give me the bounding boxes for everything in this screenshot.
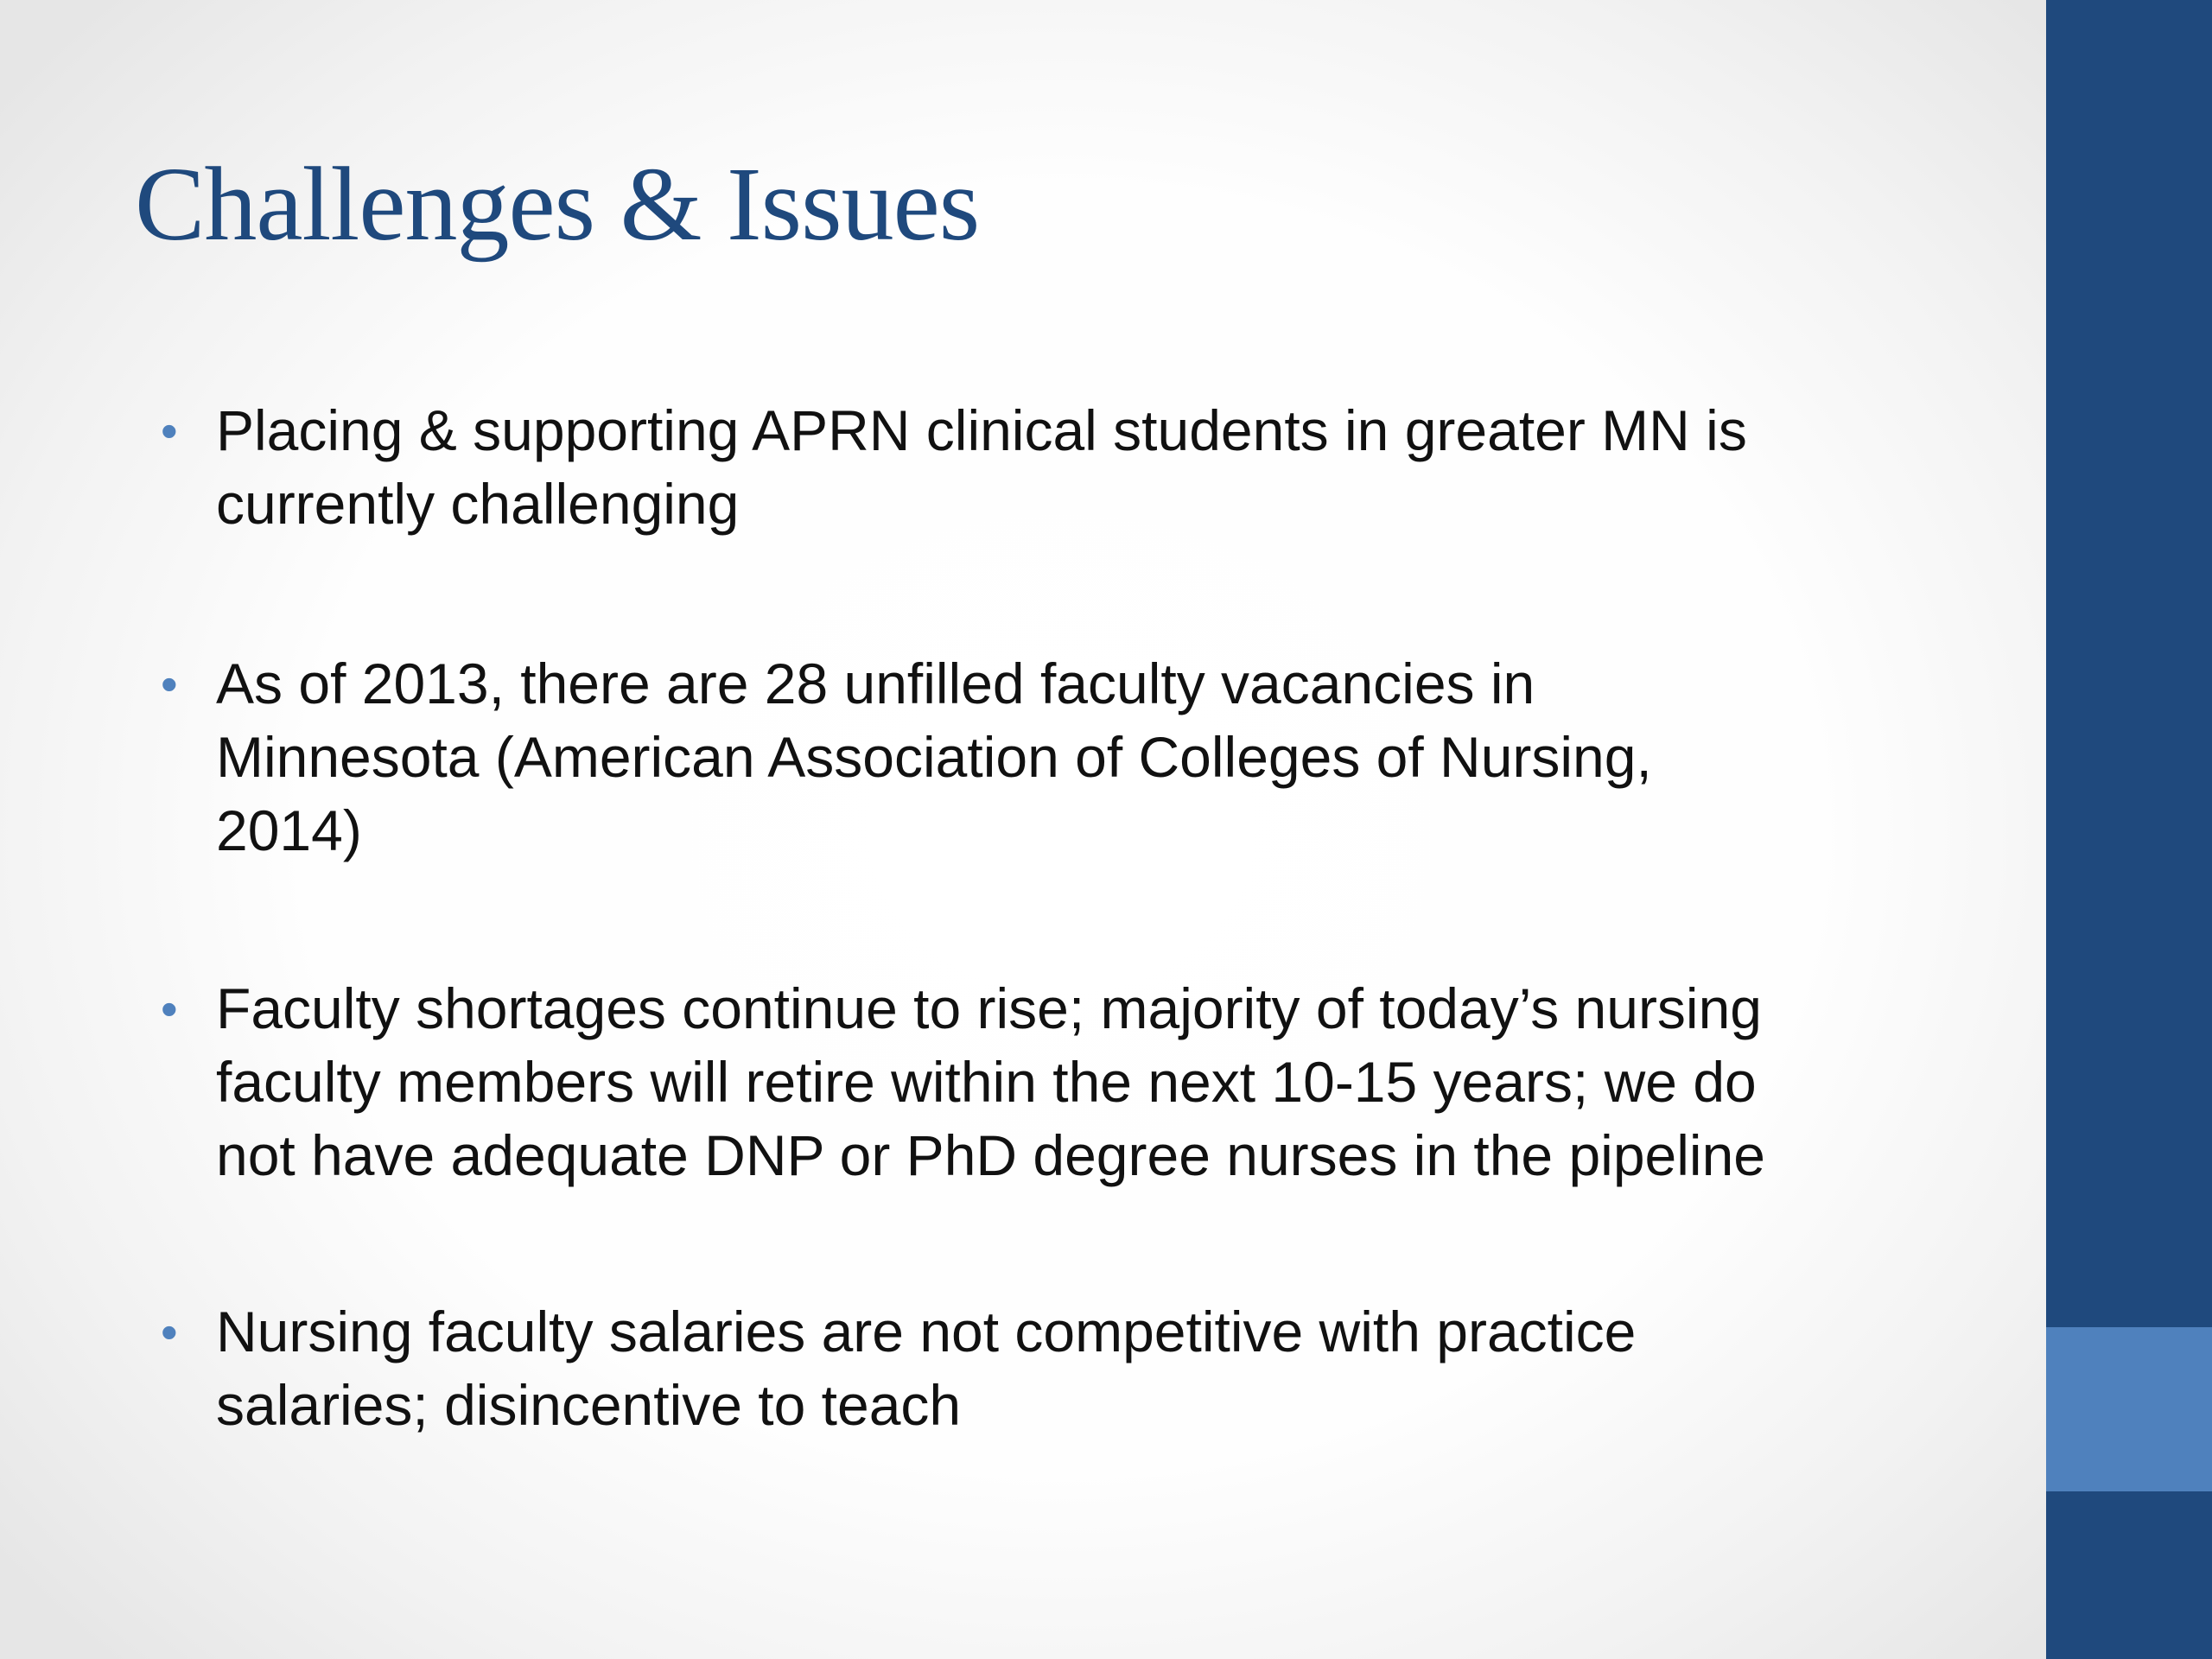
bullet-item (161, 394, 1747, 541)
bullet-line: currently challenging (216, 472, 740, 536)
bullet-item (161, 1295, 1636, 1442)
bullet-line: Minnesota (American Association of Colleges of Nursing, (216, 725, 1652, 789)
bullet-line: Faculty shortages continue to rise; majority of today’s nursing (216, 976, 1762, 1040)
bullet-line: salaries; disincentive to teach (216, 1373, 962, 1437)
bullet-dot-icon: • (161, 982, 178, 1036)
bullet-dot-icon: • (161, 404, 178, 458)
bullet-line: Nursing faculty salaries are not competitive with practice (216, 1300, 1637, 1363)
side-accent-block (2046, 1327, 2212, 1491)
bullet-line: faculty members will retire within the next 10-15 years; we do (216, 1050, 1757, 1114)
bullet-item (161, 972, 1765, 1192)
bullet-item (161, 647, 1652, 868)
slide-title: Challenges & Issues (135, 146, 980, 263)
bullet-line: not have adequate DNP or PhD degree nurses in the pipeline (216, 1123, 1765, 1187)
bullet-line: Placing & supporting APRN clinical students in greater MN is (216, 398, 1747, 462)
bullet-line: As of 2013, there are 28 unfilled faculty vacancies in (216, 652, 1535, 715)
bullet-dot-icon: • (161, 657, 178, 711)
bullet-dot-icon: • (161, 1305, 178, 1359)
bullet-line: 2014) (216, 798, 362, 862)
